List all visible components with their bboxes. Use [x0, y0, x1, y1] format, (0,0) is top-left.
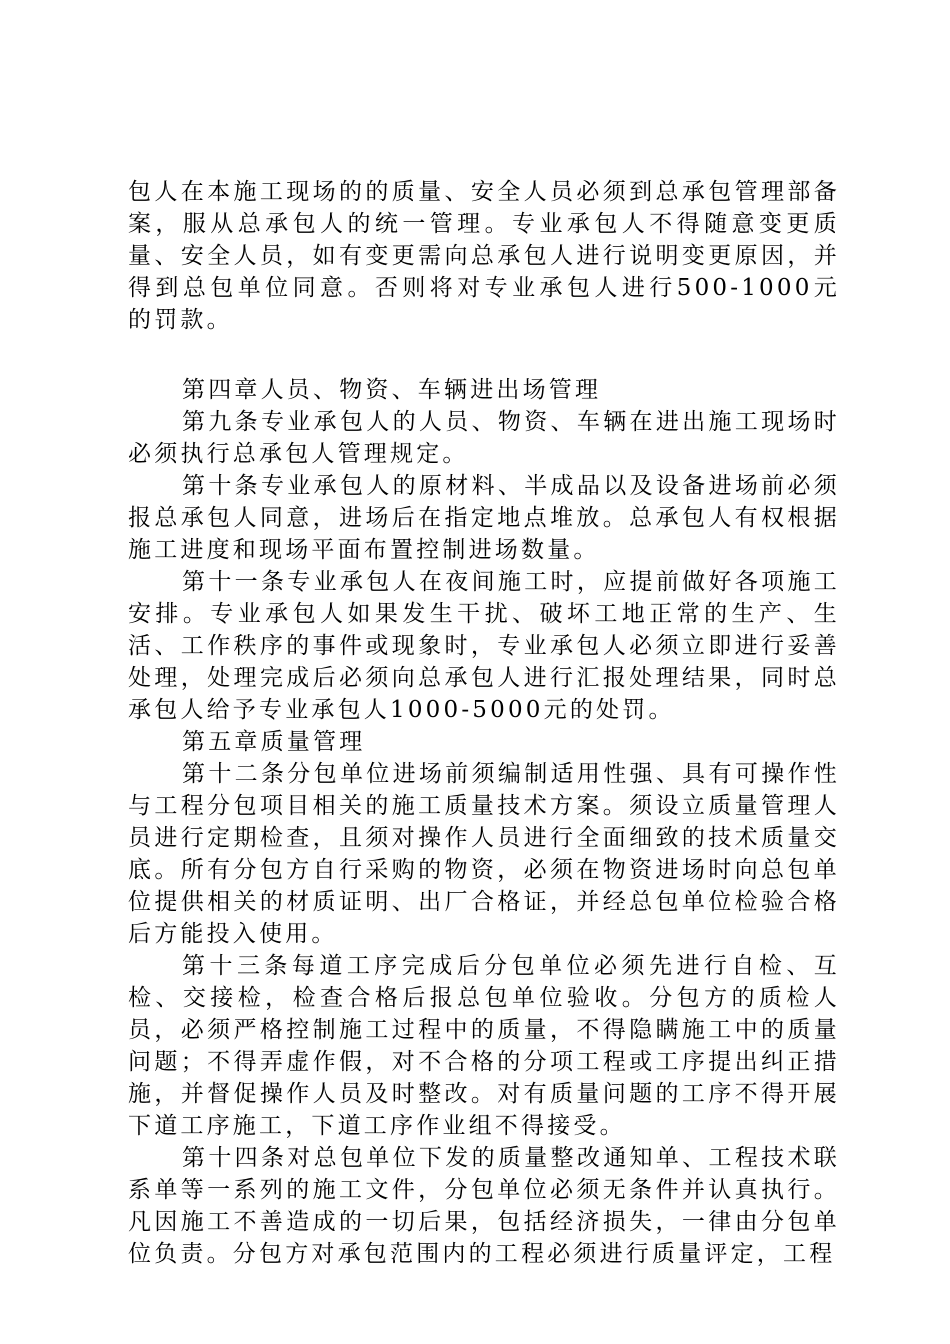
paragraph-continuation: 包人在本施工现场的的质量、安全人员必须到总承包管理部备案，服从总承包人的统一管理。专业承包人不得随意变更质量、安全人员，如有变更需向总承包人进行说明变更原因，并得到总包单位同意。否则将对专业承包人进行500-1000元的罚款。: [128, 179, 840, 333]
article-13: 第十三条每道工序完成后分包单位必须先进行自检、互检、交接检，检查合格后报总包单位验收。分包方的质检人员，必须严格控制施工过程中的质量，不得隐瞒施工中的质量问题；不得弄虚作假，对不合格的分项工程或工序提出纠正措施，并督促操作人员及时整改。对有质量问题的工序不得开展下道工序施工，下道工序作业组不得接受。: [128, 953, 840, 1139]
article-10: 第十条专业承包人的原材料、半成品以及设备进场前必须报总承包人同意，进场后在指定地点堆放。总承包人有权根据施工进度和现场平面布置控制进场数量。: [128, 473, 840, 563]
article-12: 第十二条分包单位进场前须编制适用性强、具有可操作性与工程分包项目相关的施工质量技术方案。须设立质量管理人员进行定期检查，且须对操作人员进行全面细致的技术质量交底。所有分包方自行采购的物资，必须在物资进场时向总包单位提供相关的材质证明、出厂合格证，并经总包单位检验合格后方能投入使用。: [128, 761, 840, 947]
document-body: [128, 176, 840, 1270]
article-11: 第十一条专业承包人在夜间施工时，应提前做好各项施工安排。专业承包人如果发生干扰、破坏工地正常的生产、生活、工作秩序的事件或现象时，专业承包人必须立即进行妥善处理，处理完成后必须向总承包人进行汇报处理结果，同时总承包人给予专业承包人1000-5000元的处罚。: [128, 569, 840, 723]
chapter-heading-4: 第四章人员、物资、车辆进出场管理: [182, 377, 602, 403]
article-9: 第九条专业承包人的人员、物资、车辆在进出施工现场时必须执行总承包人管理规定。: [128, 409, 840, 467]
chapter-heading-5: 第五章质量管理: [182, 729, 366, 755]
article-14: 第十四条对总包单位下发的质量整改通知单、工程技术联系单等一系列的施工文件，分包单位必须无条件并认真执行。凡因施工不善造成的一切后果，包括经济损失，一律由分包单位负责。分包方对承包范围内的工程必须进行质量评定，工程: [128, 1145, 840, 1267]
